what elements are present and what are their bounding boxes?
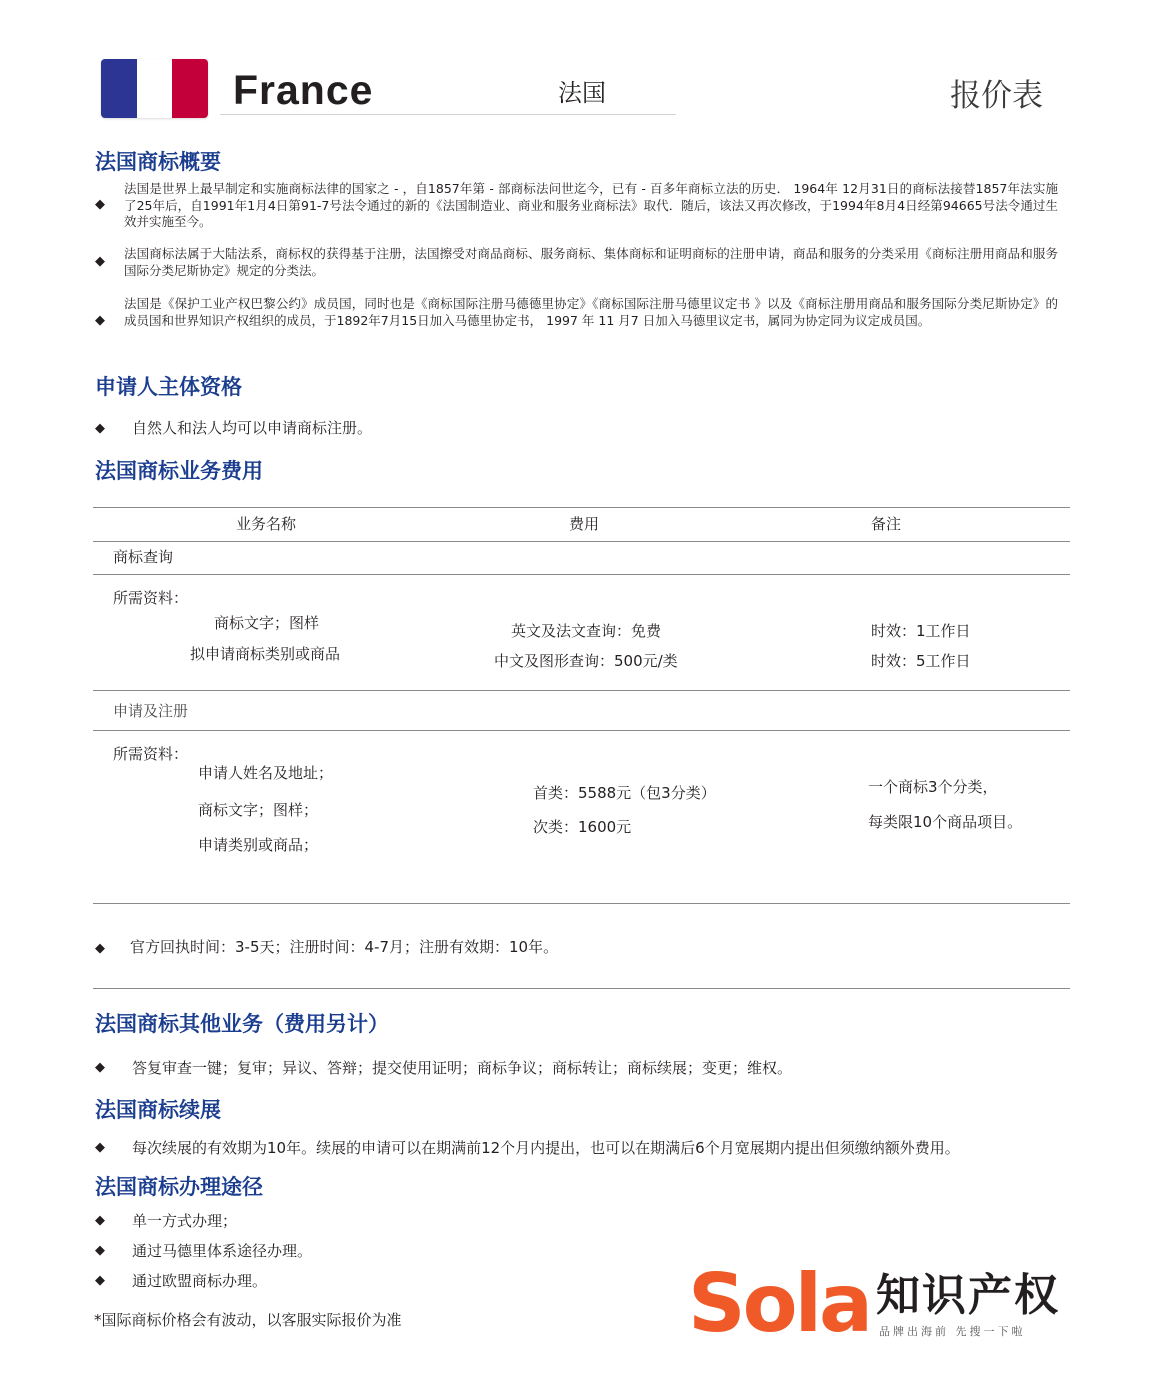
search-material-item: 拟申请商标类别或商品 (190, 645, 341, 663)
registration-fee-item: 次类：1600元 (533, 818, 632, 836)
table-rule (93, 730, 1070, 731)
bullet-icon: ◆ (95, 254, 105, 269)
channel-item: 通过马德里体系途径办理。 (132, 1242, 313, 1260)
bullet-icon: ◆ (95, 1243, 105, 1258)
search-note-item: 时效：1工作日 (871, 622, 971, 640)
bullet-icon: ◆ (95, 1213, 105, 1228)
table-rule-top (93, 507, 1070, 508)
registration-service-name: 申请及注册 (113, 702, 189, 720)
other-services-item: 答复审查一键；复审；异议、答辩；提交使用证明；商标争议；商标转让；商标续展；变更；维权。 (132, 1059, 793, 1077)
overview-paragraph-2: 法国商标法属于大陆法系，商标权的获得基于注册，法国擦受对商品商标、服务商标、集体商标和证明商标的注册申请，商品和服务的分类采用《商标注册用商品和服务国际分类尼斯协定》规定的分类法。 (124, 246, 1058, 278)
sola-logo: Sola (688, 1257, 870, 1350)
flag-stripe-white (137, 59, 173, 118)
france-flag (101, 59, 208, 118)
table-rule (93, 541, 1070, 542)
bullet-icon: ◆ (95, 1140, 105, 1155)
bullet-icon: ◆ (95, 313, 105, 328)
section-title-channels: 法国商标办理途径 (95, 1175, 263, 1199)
section-title-overview: 法国商标概要 (95, 150, 221, 174)
registration-materials-label: 所需资料： (113, 745, 189, 763)
bullet-icon: ◆ (95, 421, 105, 436)
registration-material-item: 商标文字；图样； (198, 801, 319, 819)
registration-material-item: 申请类别或商品； (198, 836, 319, 854)
table-header-fee: 费用 (569, 515, 600, 533)
table-header-note: 备注 (871, 515, 902, 533)
registration-note-item: 一个商标3个分类， (868, 778, 998, 796)
bullet-icon: ◆ (95, 1273, 105, 1288)
country-name-en: France (233, 67, 374, 113)
renewal-item: 每次续展的有效期为10年。续展的申请可以在期满前12个月内提出，也可以在期满后6个月宽展期内提出但须缴纳额外费用。 (132, 1139, 960, 1157)
flag-stripe-blue (101, 59, 137, 118)
bullet-icon: ◆ (95, 1060, 105, 1075)
section-title-eligibility: 申请人主体资格 (95, 375, 242, 399)
section-divider (93, 988, 1070, 989)
table-rule (93, 690, 1070, 691)
bullet-icon: ◆ (95, 197, 105, 212)
registration-material-item: 申请人姓名及地址； (198, 764, 334, 782)
search-material-item: 商标文字；图样 (214, 614, 320, 632)
country-name-cn: 法国 (558, 79, 606, 107)
price-footnote: *国际商标价格会有波动，以客服实际报价为准 (94, 1311, 402, 1329)
eligibility-item: 自然人和法人均可以申请商标注册。 (132, 419, 373, 437)
table-rule-bottom (93, 903, 1070, 904)
registration-fee-item: 首类：5588元（包3分类） (533, 784, 716, 802)
table-header-name: 业务名称 (236, 515, 297, 533)
timeline-note: 官方回执时间：3-5天；注册时间：4-7月；注册有效期：10年。 (130, 938, 559, 956)
section-title-renewal: 法国商标续展 (95, 1098, 221, 1122)
logo-brand-cn: 知识产权 (876, 1270, 1060, 1321)
search-materials-label: 所需资料： (113, 589, 189, 607)
search-service-name: 商标查询 (113, 548, 174, 566)
search-note-item: 时效：5工作日 (871, 652, 971, 670)
table-rule (93, 574, 1070, 575)
section-title-other-services: 法国商标其他业务（费用另计） (95, 1012, 389, 1036)
document-type: 报价表 (950, 78, 1043, 114)
search-fee-item: 英文及法文查询：免费 (511, 622, 662, 640)
channel-item: 单一方式办理； (132, 1212, 238, 1230)
overview-paragraph-3: 法国是《保护工业产权巴黎公约》成员国，同时也是《商标国际注册马德德里协定》《商标国际注册马德里议定书 》以及《商标注册用商品和服务国际分类尼斯协定》的成员国和世界知识产权组织的成员，于1892年7月15日加入马德里协定书， 1997 年 11 月7 日加入马德里议定书，属同为协定同为议定成员国。 (124, 296, 1058, 328)
registration-note-item: 每类限10个商品项目。 (868, 813, 1023, 831)
search-fee-item: 中文及图形查询：500元/类 (494, 652, 678, 670)
bullet-icon: ◆ (95, 941, 105, 956)
channel-item: 通过欧盟商标办理。 (132, 1272, 268, 1290)
section-title-fees: 法国商标业务费用 (95, 459, 263, 483)
overview-paragraph-1: 法国是世界上最早制定和实施商标法律的国家之 - ，自1857年第 - 部商标法问世迄今，已有 - 百多年商标立法的历史． 1964年 12月31日的商标法接替1857年法实施了25年后，自1991年1月4日第91-7号法令通过的新的《法国制造业、商业和服务业商标法》取代．随后，该法又再次修改，于1994年8月4日经第94665号法令通过生效并实施至今。 (124, 181, 1058, 229)
header-divider (220, 114, 676, 115)
logo-slogan: 品牌出海前 先搜一下啦 (879, 1325, 1026, 1338)
flag-stripe-red (172, 59, 208, 118)
